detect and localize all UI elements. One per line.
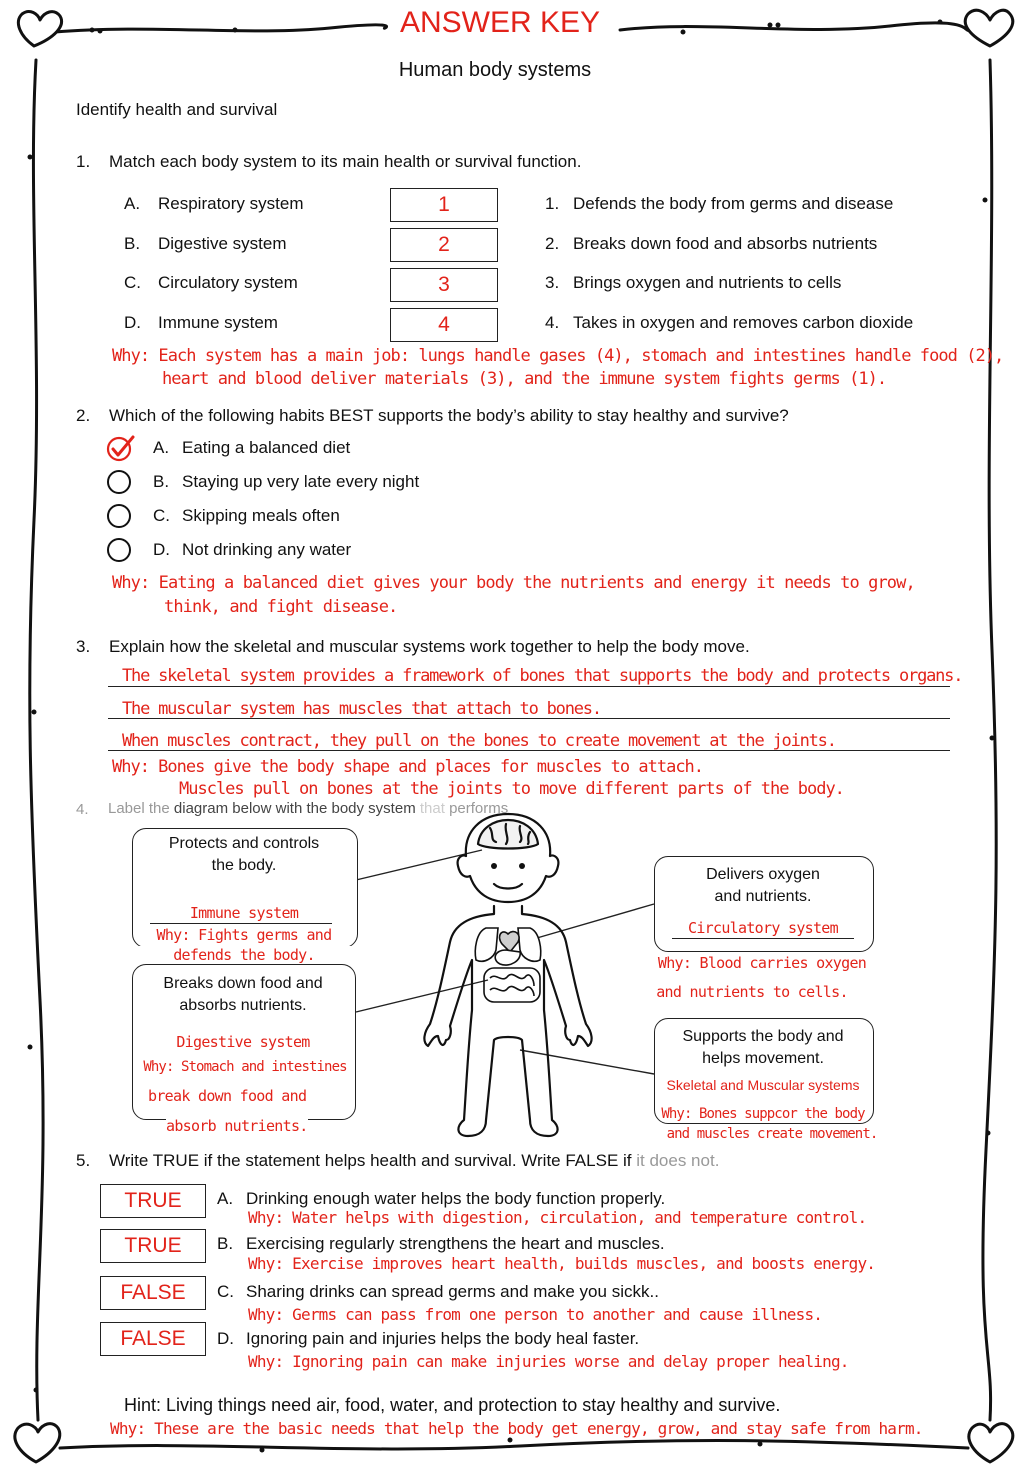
q4-prompt-part: Label the (108, 800, 170, 817)
box1-desc-line1: Protects and controls (168, 835, 320, 852)
box4-desc-line2: helps movement. (702, 1050, 824, 1067)
q1-why-line2: heart and blood deliver materials (3), and the immune system fights germs (1). (162, 369, 887, 389)
box1-why-line2: defends the body. (132, 946, 356, 964)
q3-why-line1: Why: Bones give the body shape and places for muscles to attach. (112, 757, 704, 777)
true-false-answer-box[interactable]: FALSE (100, 1276, 206, 1310)
q3-why-line2: Muscles pull on bones at the joints to move different parts of the body. (179, 779, 844, 799)
box4-why-line2: and muscles create movement. (664, 1126, 880, 1142)
q2-why-line1: Why: Eating a balanced diet gives your body the nutrients and energy it needs to grow, (112, 573, 915, 593)
q5-item-label: Ignoring pain and injuries helps the body heal faster. (246, 1329, 640, 1348)
q5-prompt-part: it does not. (636, 1151, 720, 1170)
q5-item-label: Sharing drinks can spread germs and make you sickk.. (246, 1282, 659, 1301)
page-title: ANSWER KEY (399, 6, 601, 39)
q1-answer-box[interactable]: 1 (390, 188, 498, 222)
box4-answer[interactable]: Skeletal and Muscular systems (666, 1077, 860, 1093)
q4-prompt-part: diagram below with the body system (173, 800, 416, 817)
q1-left-label: Immune system (158, 313, 278, 332)
q5-item-letter: A. (217, 1189, 234, 1208)
q1-number: 1. (76, 152, 91, 171)
q5-prompt-part: Write TRUE if the statement helps health and survival. Write FALSE if (109, 1151, 632, 1170)
hint-why: Why: These are the basic needs that help the body get energy, grow, and stay safe from harm. (110, 1419, 923, 1438)
q5-number: 5. (76, 1151, 91, 1170)
q5-item-letter: D. (217, 1329, 234, 1348)
q5-item-why: Why: Exercise improves heart health, builds muscles, and boosts energy. (248, 1254, 876, 1273)
true-false-answer-box[interactable]: TRUE (100, 1184, 206, 1218)
q5-item-why: Why: Water helps with digestion, circulation, and temperature control. (248, 1208, 867, 1227)
box1-desc-line2: the body. (211, 857, 277, 874)
hint-text: Hint: Living things need air, food, water, and protection to stay healthy and survive. (124, 1395, 781, 1415)
q2-option-label: Eating a balanced diet (182, 438, 351, 457)
box3-why-line2: and nutrients to cells. (656, 983, 848, 1001)
q1-right-label: Breaks down food and absorbs nutrients (573, 234, 878, 253)
q1-right-number: 2. (545, 234, 560, 253)
q1-right-number: 1. (545, 194, 560, 213)
q5-item-label: Drinking enough water helps the body function properly. (246, 1189, 666, 1208)
q1-right-label: Defends the body from germs and disease (573, 194, 894, 213)
q5-item-why: Why: Ignoring pain can make injuries worse and delay proper healing. (248, 1352, 849, 1371)
q3-prompt: Explain how the skeletal and muscular systems work together to help the body move. (109, 637, 750, 656)
q2-option-letter: D. (153, 540, 170, 559)
q2-option-label: Staying up very late every night (182, 472, 420, 491)
q1-left-label: Digestive system (158, 234, 287, 253)
q5-prompt (109, 1151, 719, 1171)
q2-option-letter: C. (153, 506, 170, 525)
box3-why-line1: Why: Blood carries oxygen (657, 954, 867, 972)
q2-option-label: Not drinking any water (182, 540, 352, 559)
q1-left-letter: B. (124, 234, 141, 253)
q5-item-label: Exercising regularly strengthens the heart and muscles. (246, 1234, 665, 1253)
true-false-answer-box[interactable]: FALSE (100, 1322, 206, 1356)
q1-answer-box[interactable]: 3 (390, 268, 498, 302)
q1-left-label: Circulatory system (158, 273, 298, 292)
section-heading: Identify health and survival (76, 100, 278, 119)
writing-line (150, 923, 332, 924)
q1-left-letter: C. (124, 273, 141, 292)
q1-left-label: Respiratory system (158, 194, 304, 213)
box2-why-line2: break down food and (148, 1087, 307, 1105)
q1-why-line1: Why: Each system has a main job: lungs handle gases (4), stomach and intestines handle food (2), (112, 346, 1004, 366)
q5-item-letter: C. (217, 1282, 234, 1301)
q1-right-number: 4. (545, 313, 560, 332)
box2-why-line3: absorb nutrients. (166, 1117, 308, 1135)
q3-answer-line[interactable]: The muscular system has muscles that attach to bones. (122, 699, 601, 719)
q2-option-letter: A. (153, 438, 170, 457)
q1-right-label: Brings oxygen and nutrients to cells (573, 273, 842, 292)
box2-desc-line2: absorbs nutrients. (179, 997, 307, 1014)
q5-item-why: Why: Germs can pass from one person to another and cause illness. (248, 1305, 823, 1324)
q1-right-label: Takes in oxygen and removes carbon dioxide (573, 313, 914, 332)
q2-prompt: Which of the following habits BEST supports the body’s ability to stay healthy and survive? (109, 406, 789, 425)
q4-prompt-part: that (419, 800, 445, 817)
true-false-answer-box[interactable]: TRUE (100, 1229, 206, 1263)
q3-answer-line[interactable]: When muscles contract, they pull on the bones to create movement at the joints. (122, 731, 836, 751)
box1-why-line1: Why: Fights germs and (156, 926, 332, 944)
human-body-diagram (410, 810, 606, 1152)
q4-number: 4. (76, 801, 89, 818)
box1-answer[interactable]: Immune system (189, 904, 299, 922)
q1-answer-box[interactable]: 2 (390, 228, 498, 262)
q2-option-letter: B. (153, 472, 170, 491)
q3-answer-line[interactable]: The skeletal system provides a framework of bones that supports the body and protects organs. (122, 666, 963, 686)
q2-number: 2. (76, 406, 91, 425)
q1-right-number: 3. (545, 273, 560, 292)
q3-number: 3. (76, 637, 91, 656)
q1-left-letter: A. (124, 194, 141, 213)
box4-desc-line1: Supports the body and (682, 1028, 844, 1045)
box2-why-line1: Why: Stomach and intestines (143, 1059, 347, 1075)
box2-answer[interactable]: Digestive system (176, 1033, 310, 1051)
q2-why-line2: think, and fight disease. (164, 597, 398, 617)
q1-prompt: Match each body system to its main health or survival function. (109, 152, 582, 171)
q1-left-letter: D. (124, 313, 141, 332)
q2-option-label: Skipping meals often (182, 506, 340, 525)
box2-desc-line1: Breaks down food and (163, 975, 323, 992)
q4-prompt-part: performs (449, 800, 509, 817)
box4-why-line1: Why: Bones suppcor the body (661, 1106, 865, 1122)
box3-answer[interactable]: Circulatory system (688, 919, 838, 937)
q5-item-letter: B. (217, 1234, 234, 1253)
box3-desc-line1: Delivers oxygen (706, 866, 820, 883)
page-subtitle: Human body systems (398, 59, 592, 81)
q1-answer-box[interactable]: 4 (390, 308, 498, 342)
writing-line (672, 938, 854, 939)
box3-desc-line2: and nutrients. (714, 888, 812, 905)
